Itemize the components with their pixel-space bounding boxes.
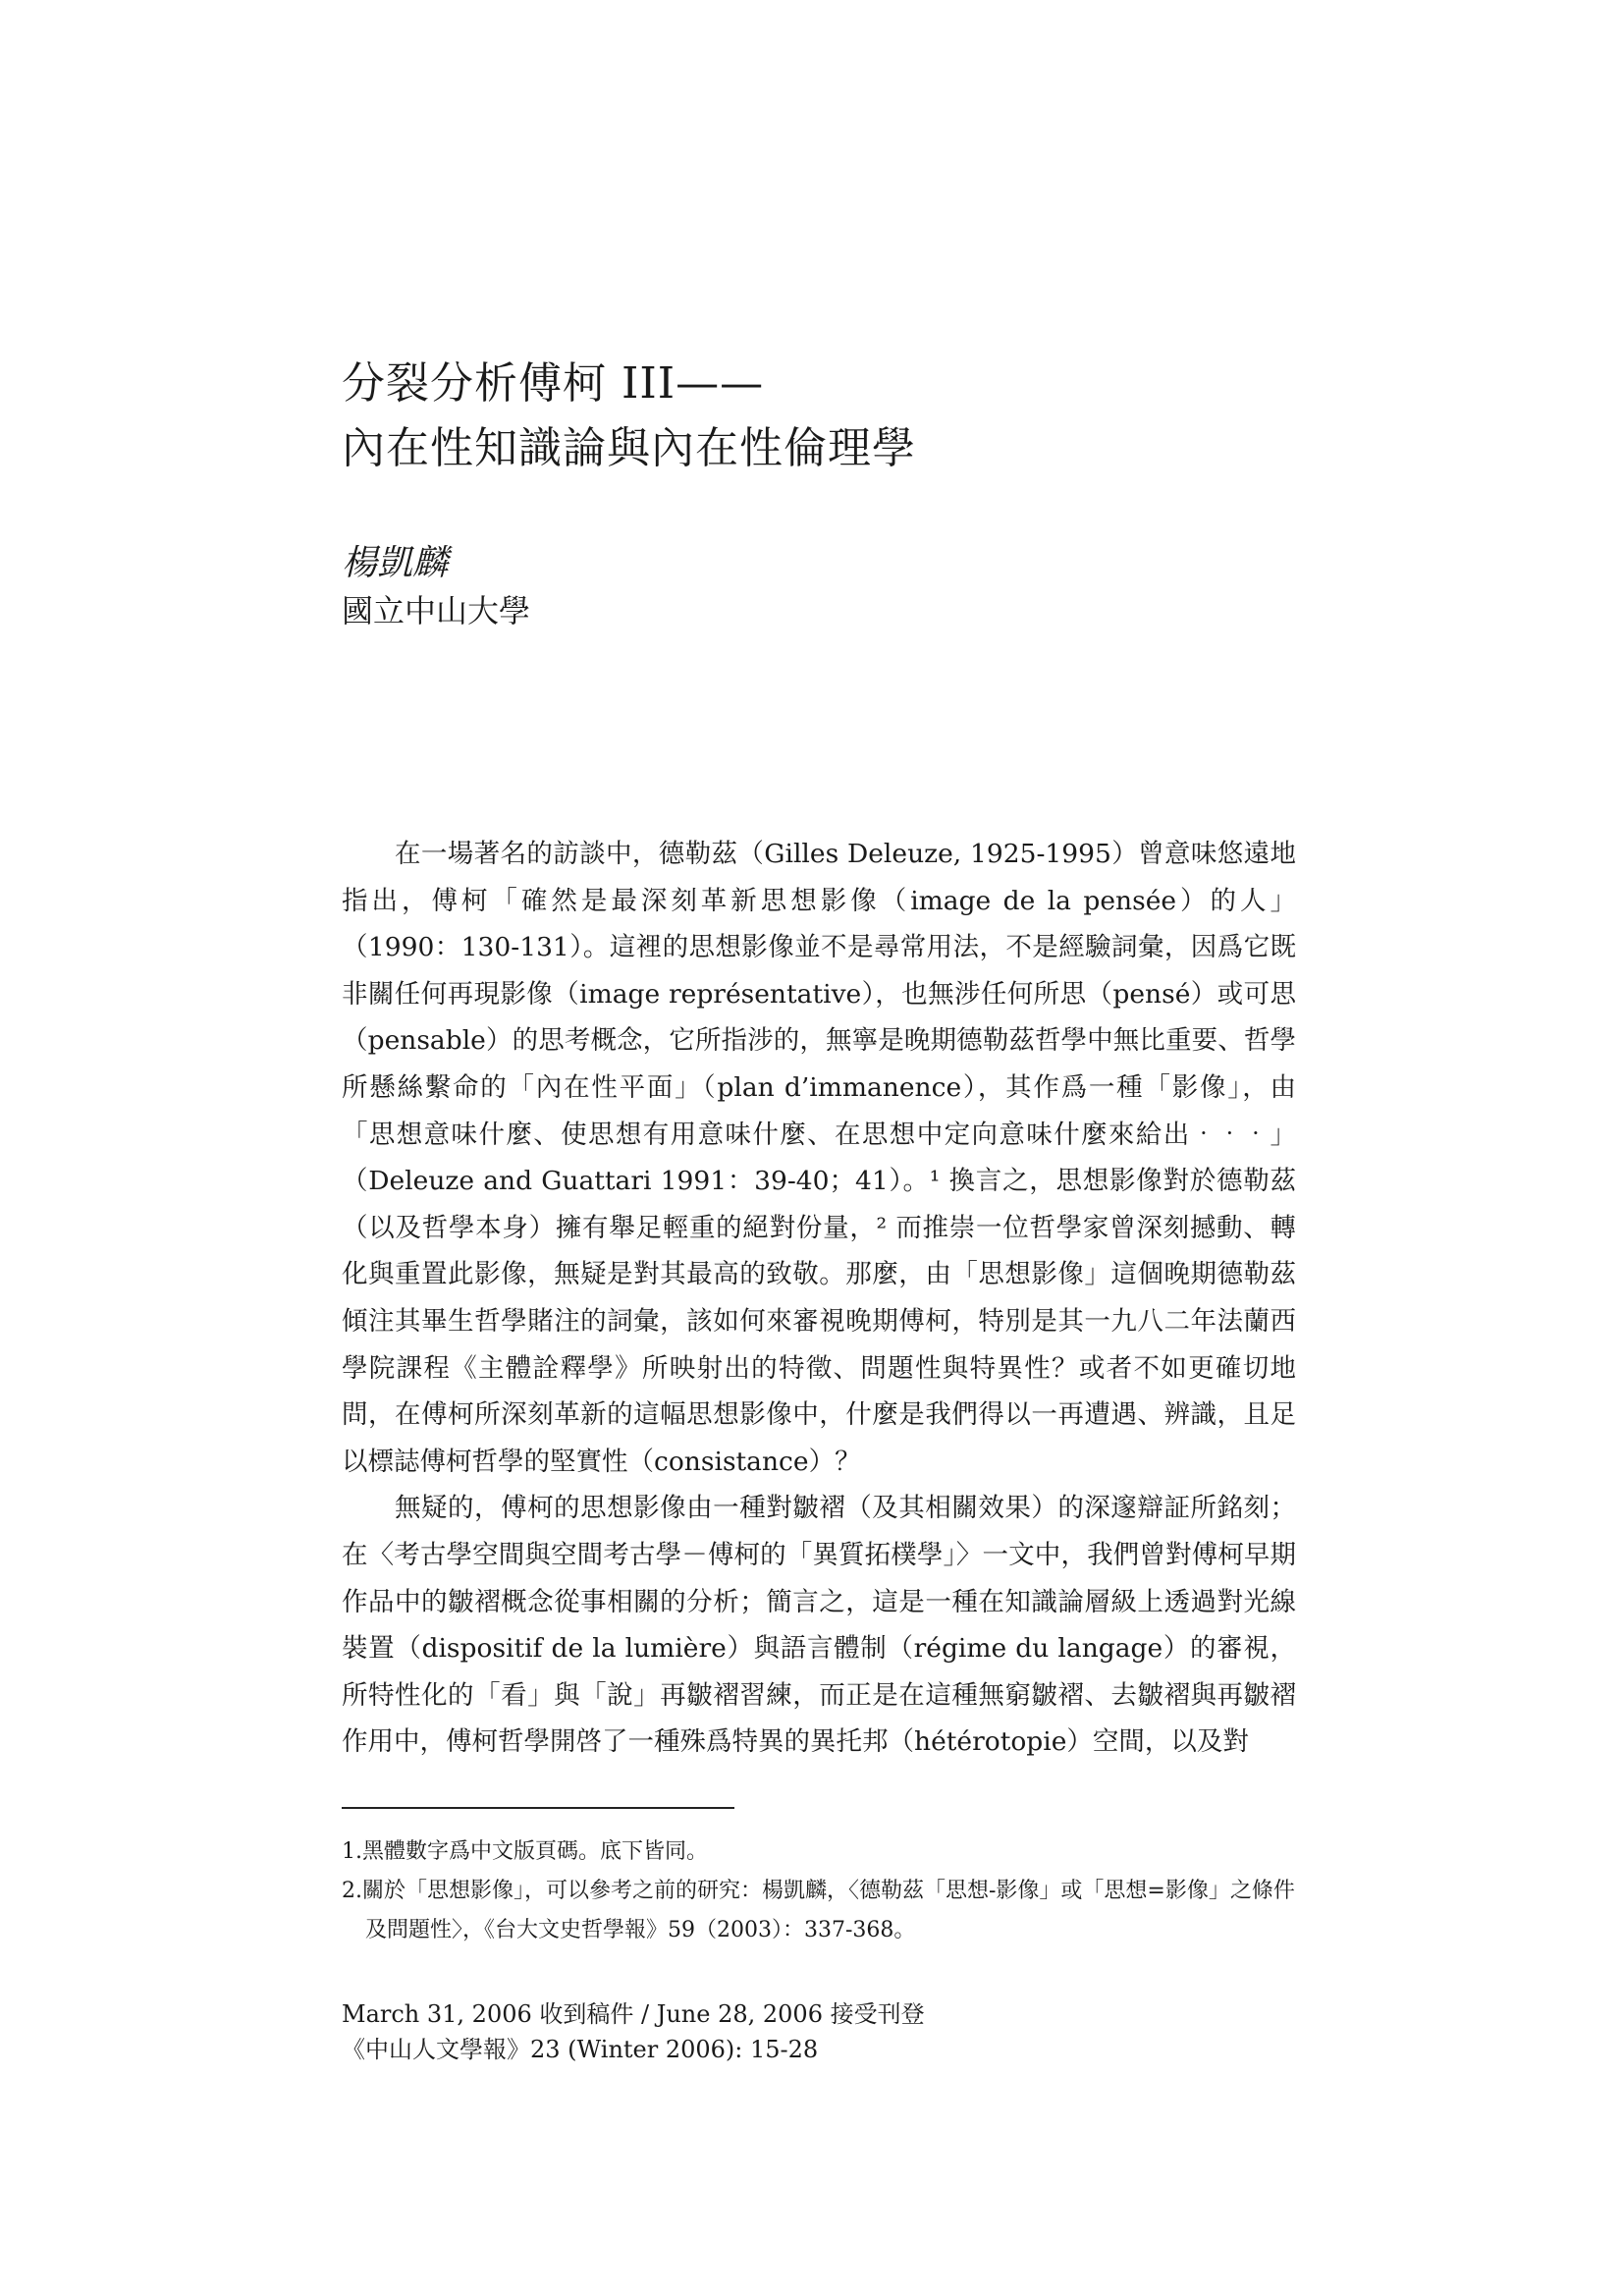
author-affiliation: 國立中山大學 (342, 592, 531, 629)
footnote-1: 1.黑體數字爲中文版頁碼。底下皆同。 (342, 1839, 708, 1864)
paragraph-1: 在一場著名的訪談中，德勒茲（Gilles Deleuze, 1925-1995）曾意味悠遠地指出，傅柯「確然是最深刻革新思想影像（image de la pensée）的人」（1990：130-131）。這裡的思想影像並不是尋常用法，不是經驗詞彙，因爲它既非關任何再現影像（image représentative），也無涉任何所思（pensé）或可思（pensable）的思考概念，它所指涉的，無寧是晚期德勒茲哲學中無比重要、哲學所懸絲繫命的「內在性平面」（plan d’immanence），其作爲一種「影像」，由「思想意味什麼、使思想有用意味什麼、在思想中定向意味什麼來給出‧‧‧」（Deleuze and Guattari 1991：39-40；41）。¹ 換言之，思想影像對於德勒茲（以及哲學本身）擁有舉足輕重的絕對份量，² 而推崇一位哲學家曾深刻撼動、轉化與重置此影像，無疑是對其最高的致敬。那麼，由「思想影像」這個晚期德勒茲傾注其畢生哲學賭注的詞彙，該如何來審視晚期傅柯，特別是其一九八二年法蘭西學院課程《主體詮釋學》所映射出的特徵、問題性與特異性？或者不如更確切地問，在傅柯所深刻革新的這幅思想影像中，什麼是我們得以一再遭遇、辨識，且足以標誌傅柯哲學的堅實性（consistance）？ (342, 839, 1296, 1477)
paragraph-2: 無疑的，傅柯的思想影像由一種對皺褶（及其相關效果）的深邃辯証所銘刻；在〈考古學空間與空間考古學－傅柯的「異質拓樸學」〉一文中，我們曾對傅柯早期作品中的皺褶概念從事相關的分析；簡言之，這是一種在知識論層級上透過對光線裝置（dispositif de la lumière）與語言體制（régime du langage）的審視，所特性化的「看」與「說」再皺褶習練，而正是在這種無窮皺褶、去皺褶與再皺褶作用中，傅柯哲學開啓了一種殊爲特異的異托邦（hétérotopie）空間，以及對 (342, 1493, 1296, 1758)
body-text (342, 831, 1296, 1766)
received-dates: March 31, 2006 收到稿件 / June 28, 2006 接受刊登 (342, 2000, 925, 2028)
article-title (342, 352, 1324, 481)
footnote-2: 2.關於「思想影像」，可以參考之前的研究：楊凱麟，〈德勒茲「思想-影像」或「思想=影像」之條件及問題性〉，《台大文史哲學報》59（2003）：337-368。 (342, 1879, 1295, 1942)
footnote-divider (342, 1807, 734, 1809)
author-name: 楊凱麟 (342, 543, 449, 583)
title-line-2: 內在性知識論與內在性倫理學 (342, 423, 916, 473)
footnotes (342, 1832, 1296, 1950)
journal-citation: 《中山人文學報》23 (Winter 2006): 15-28 (342, 2036, 819, 2063)
title-line-1: 分裂分析傅柯 III—— (342, 358, 765, 409)
